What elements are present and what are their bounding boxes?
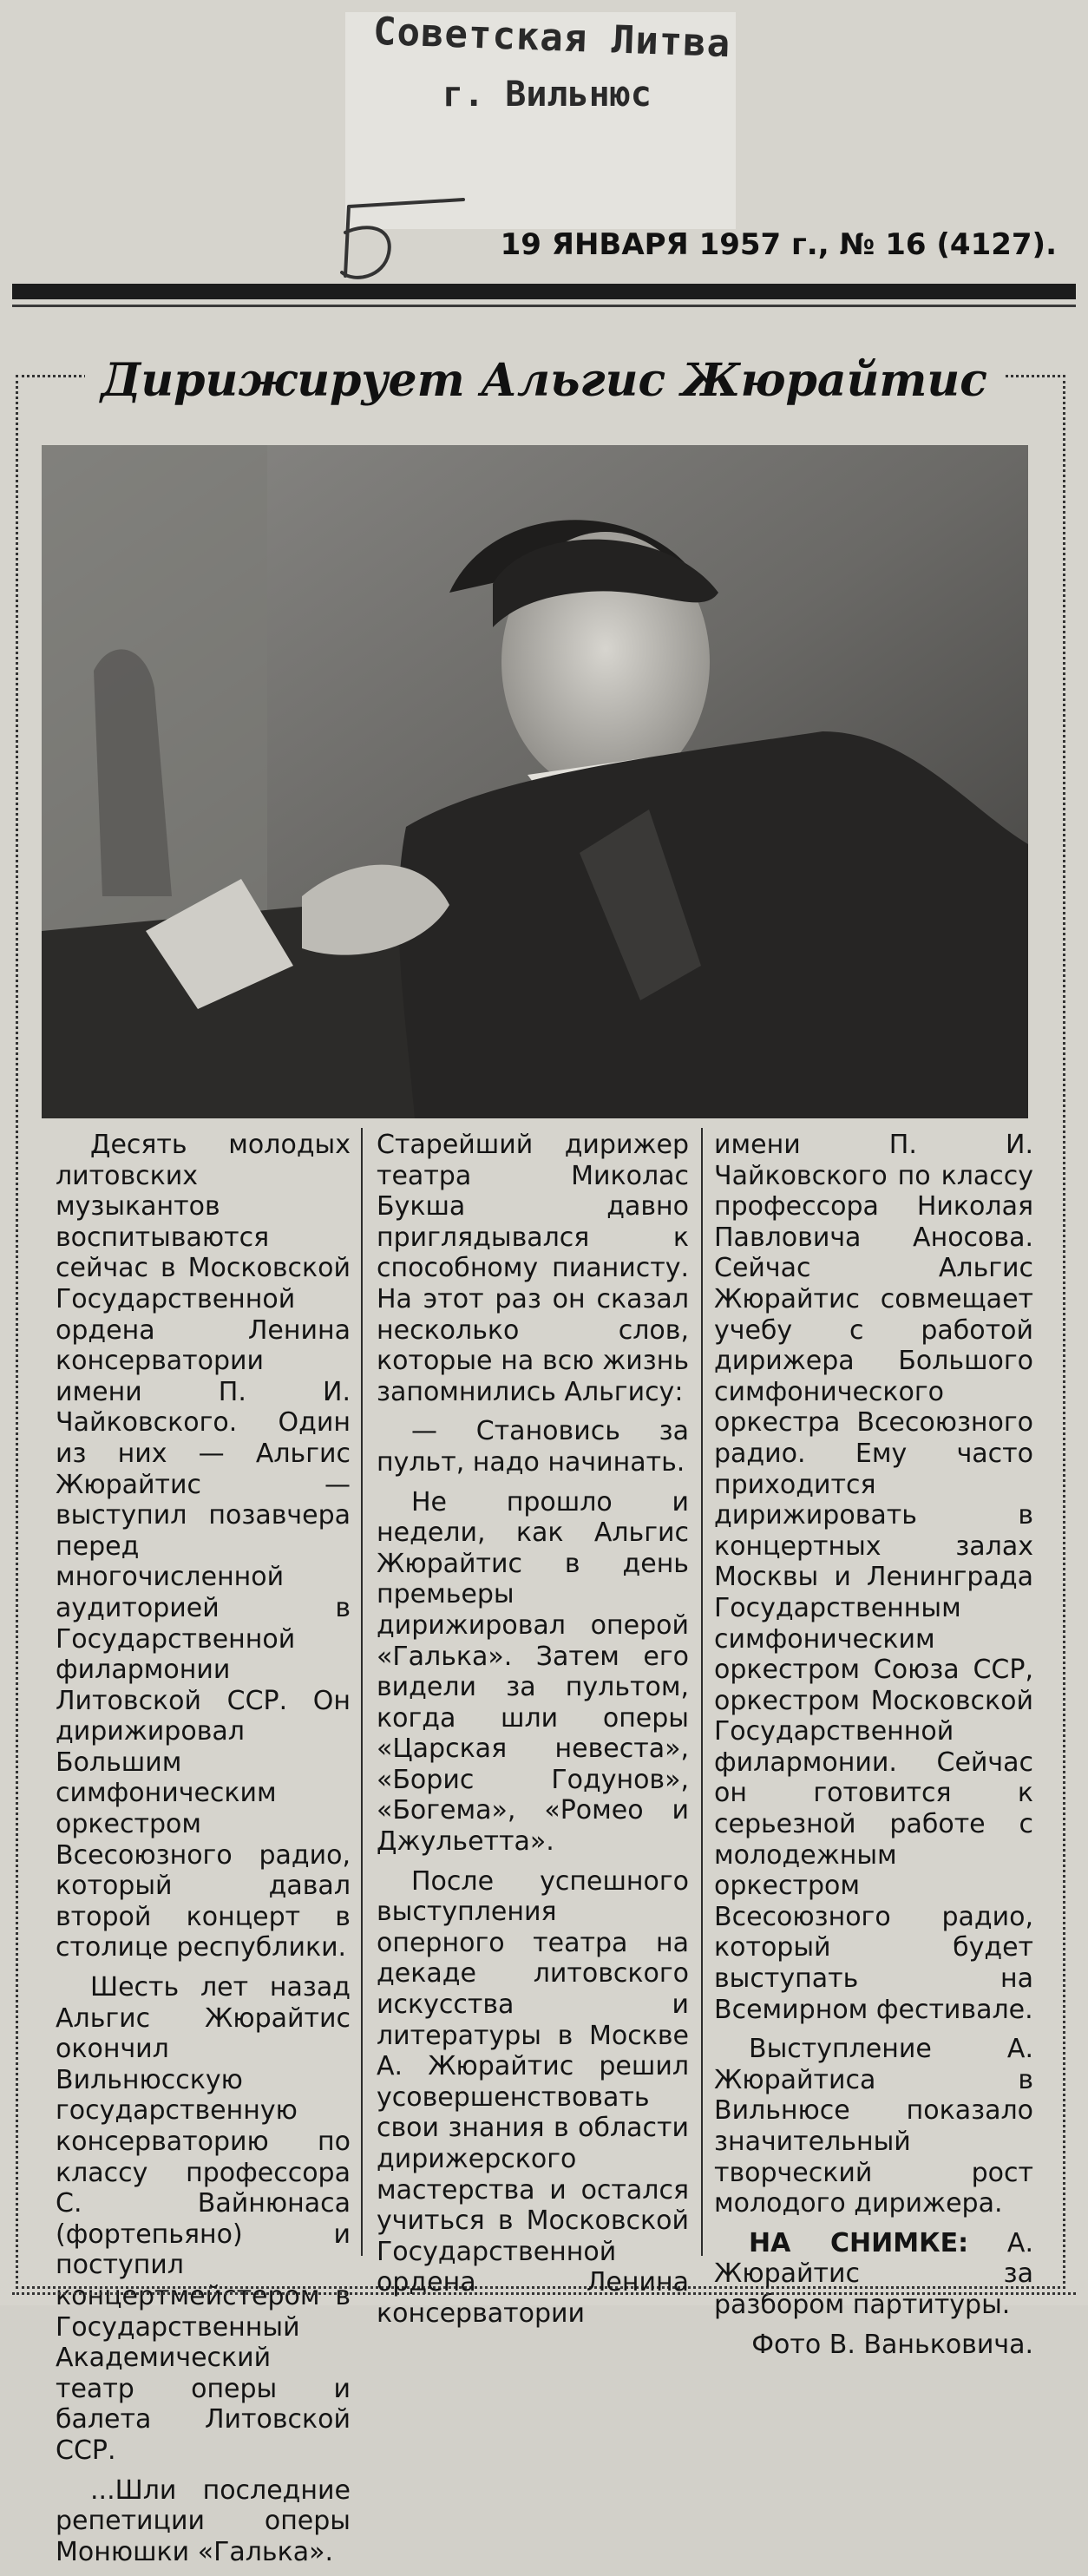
paragraph: ...Шли последние репетиции оперы Монюшки «Галька». bbox=[56, 2474, 351, 2567]
stamp-city: г. Вильнюс bbox=[442, 75, 652, 115]
article-column-1 bbox=[56, 1130, 351, 2576]
headline-text: Дирижирует Альгис Жюрайтис bbox=[85, 354, 1003, 407]
photo-caption bbox=[714, 2228, 1033, 2321]
paragraph: Старейший дирижер театра Миколас Букша давно приглядывался к способному пианисту. На этот раз он сказал несколько слов, которые на всю жизнь запомнились Альгису: bbox=[377, 1130, 689, 1407]
handwritten-mark bbox=[333, 193, 472, 288]
stamp-newspaper-name: Советская Литва bbox=[372, 9, 732, 67]
paragraph: Десять молодых литовских музыкантов воспитываются сейчас в Московской Государственной ордена Ленина консерватории имени П. И. Чайковского. Один из них — Альгис Жюрайтис — выступил позавчера перед многочисленной аудиторией в Государственной филармонии Литовской ССР. Он дирижировал Большим симфоническим оркестром Всесоюзного радио, который давал второй концерт в столице республики. bbox=[56, 1130, 351, 1963]
article-column-3 bbox=[714, 1130, 1033, 2369]
article-photo bbox=[42, 445, 1028, 1118]
column-divider bbox=[701, 1128, 703, 2256]
column-divider bbox=[361, 1128, 363, 2256]
article-column-2 bbox=[377, 1130, 689, 2338]
conductor-photo-illustration bbox=[42, 445, 1028, 1118]
paragraph: имени П. И. Чайковского по классу профессора Николая Павловича Аносова. Сейчас Альгис Жюрайтис совмещает учебу с работой дирижера Большого симфонического оркестра Всесоюзного радио. Ему часто приходится дирижировать в концертных залах Москвы и Ленинграда Государственным симфоническим оркестром Союза ССР, оркестром Московской Государственной филармонии. Сейчас он готовится к серьезной работе с молодежным оркестром Всесоюзного радио, который будет выступать на Всемирном фестивале. bbox=[714, 1130, 1033, 2025]
paragraph: Шесть лет назад Альгис Жюрайтис окончил Вильнюсскую государственную консерваторию по классу профессора С. Вайнюнаса (фортепьяно) и поступил концертмейстером в Государственный Академический театр оперы и балета Литовской ССР. bbox=[56, 1972, 351, 2466]
photo-credit: Фото В. Ваньковича. bbox=[751, 2329, 1033, 2360]
bottom-border bbox=[12, 2292, 1076, 2297]
paragraph: После успешного выступления оперного театра на декаде литовского искусства и литературы в Москве А. Жюрайтис решил усовершенствовать свои знания в области дирижерского мастерства и остался учиться в Московской Государственной ордена Ленина консерватории bbox=[377, 1865, 689, 2329]
masthead-rule-thin bbox=[12, 305, 1076, 307]
paragraph: — Становись за пульт, надо начинать. bbox=[377, 1416, 689, 1478]
caption-text: А. Жюрайтис за разбором партитуры. bbox=[714, 2227, 1033, 2320]
article-headline bbox=[0, 354, 1088, 407]
paragraph: Выступление А. Жюрайтиса в Вильнюсе показало значительный творческий рост молодого дирижера. bbox=[714, 2034, 1033, 2219]
masthead-rule bbox=[12, 284, 1076, 299]
issue-date: 19 ЯНВАРЯ 1957 г., № 16 (4127). bbox=[500, 227, 1057, 262]
paragraph: Не прошло и недели, как Альгис Жюрайтис в день премьеры дирижировал оперой «Галька». Затем его видели за пультом, когда шли оперы «Царская невеста», «Борис Годунов», «Богема», «Ромео и Джульетта». bbox=[377, 1486, 689, 1858]
caption-label: НА СНИМКЕ: bbox=[749, 2227, 969, 2258]
